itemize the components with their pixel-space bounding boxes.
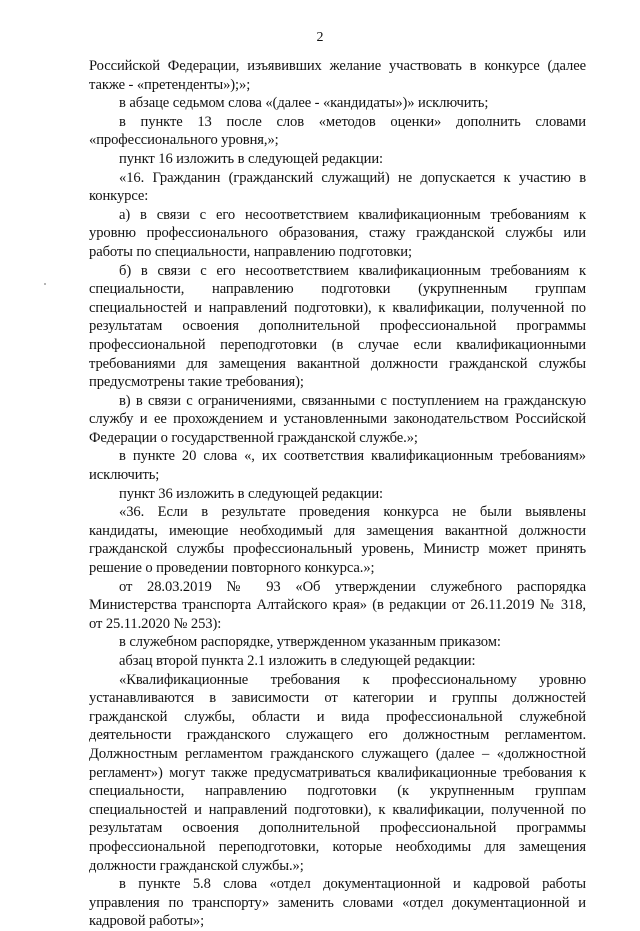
text-line: в пункте 13 после слов «методов оценки» дополнить словами bbox=[119, 113, 586, 130]
text-line: «16. Гражданин (гражданский служащий) не допускается к участию в bbox=[119, 169, 586, 186]
text-line: в абзаце седьмом слова «(далее - «кандидаты»)» исключить; bbox=[119, 95, 489, 112]
text-line: Министерства транспорта Алтайского края» (в редакции от 26.11.2019 № 318, bbox=[89, 597, 586, 614]
text-line: профессиональной переподготовки (в случае если квалификационными bbox=[89, 336, 586, 353]
document-body bbox=[89, 57, 586, 931]
text-line: в служебном распорядке, утвержденном указанным приказом: bbox=[119, 634, 501, 651]
text-line: профессиональной переподготовки, которые необходимы для замещения bbox=[89, 838, 586, 855]
text-line: решение о проведении повторного конкурса.»; bbox=[89, 560, 375, 577]
text-line: «Квалификационные требования к профессиональному уровню bbox=[119, 671, 586, 688]
text-line: требованиями для замещения вакантной должности гражданской службы bbox=[89, 355, 586, 372]
text-line: устанавливаются в зависимости от категории и группы должностей bbox=[89, 690, 586, 707]
text-line: «профессионального уровня,»; bbox=[89, 132, 279, 149]
text-line: б) в связи с его несоответствием квалификационным требованиям к bbox=[119, 262, 586, 279]
text-line: от 28.03.2019 № 93 «Об утверждении служебного распорядка bbox=[119, 578, 586, 595]
text-line: конкурсе: bbox=[89, 188, 149, 205]
text-line: регламент») могут также предусматриваться квалификационные требования к bbox=[89, 764, 586, 781]
text-line: от 25.11.2020 № 253): bbox=[89, 615, 222, 632]
text-line: кандидаты, имеющие необходимый для замещения вакантной должности bbox=[89, 522, 586, 539]
text-line: работы по специальности, направлению подготовки; bbox=[89, 243, 412, 260]
text-line: результатам освоения дополнительной профессиональной программы bbox=[89, 318, 586, 335]
text-line: абзац второй пункта 2.1 изложить в следующей редакции: bbox=[119, 653, 476, 669]
text-line: специальности, направлению подготовки (к укрупненным группам bbox=[89, 783, 586, 800]
text-line: специальности, направлению подготовки (укрупненным группам bbox=[89, 281, 586, 298]
text-line: должности гражданской службы.»; bbox=[89, 857, 304, 874]
text-line: пункт 16 изложить в следующей редакции: bbox=[119, 150, 383, 167]
text-line: управления по транспорту» заменить словами «отдел документационной и bbox=[89, 894, 586, 911]
text-line: службу и ее прохождением и установленными законодательством Российской bbox=[89, 411, 586, 428]
text-line: специальностей и направлений подготовки), к квалификации, полученной по bbox=[89, 299, 586, 316]
text-line: гражданской службы профессиональный уровень, Министр может принять bbox=[89, 541, 586, 558]
text-line: «36. Если в результате проведения конкурса не были выявлены bbox=[119, 504, 586, 521]
text-line: Федерации о государственной гражданской службе.»; bbox=[89, 429, 418, 446]
text-line: исключить; bbox=[89, 467, 160, 484]
text-line: специальностей и направлений подготовки), к квалификации, полученной по bbox=[89, 801, 586, 818]
text-line: предусмотрены такие требования); bbox=[89, 374, 304, 391]
text-line: кадровой работы»; bbox=[89, 913, 205, 930]
scan-speck bbox=[44, 283, 46, 285]
text-line: уровню профессионального образования, стажу гражданской службы или bbox=[89, 225, 586, 242]
text-line: результатам освоения дополнительной профессиональной программы bbox=[89, 820, 586, 837]
text-line: а) в связи с его несоответствием квалификационным требованиям к bbox=[119, 206, 586, 223]
text-line: деятельности гражданского служащего его должностным регламентом. bbox=[89, 727, 586, 744]
text-line: также - «претенденты»);»; bbox=[89, 76, 251, 93]
text-line: пункт 36 изложить в следующей редакции: bbox=[119, 485, 383, 502]
text-line: в пункте 5.8 слова «отдел документационной и кадровой работы bbox=[119, 876, 586, 893]
text-line: Российской Федерации, изъявивших желание участвовать в конкурсе (далее bbox=[89, 58, 586, 74]
text-line: Должностным регламентом гражданского служащего (далее – «должностной bbox=[89, 745, 586, 762]
text-line: в) в связи с ограничениями, связанными с поступлением на гражданскую bbox=[119, 392, 586, 409]
text-line: гражданской службы, области и вида профессиональной служебной bbox=[89, 708, 586, 725]
page-number: 2 bbox=[316, 30, 324, 45]
text-line: в пункте 20 слова «, их соответствия квалификационным требованиям» bbox=[119, 448, 586, 465]
